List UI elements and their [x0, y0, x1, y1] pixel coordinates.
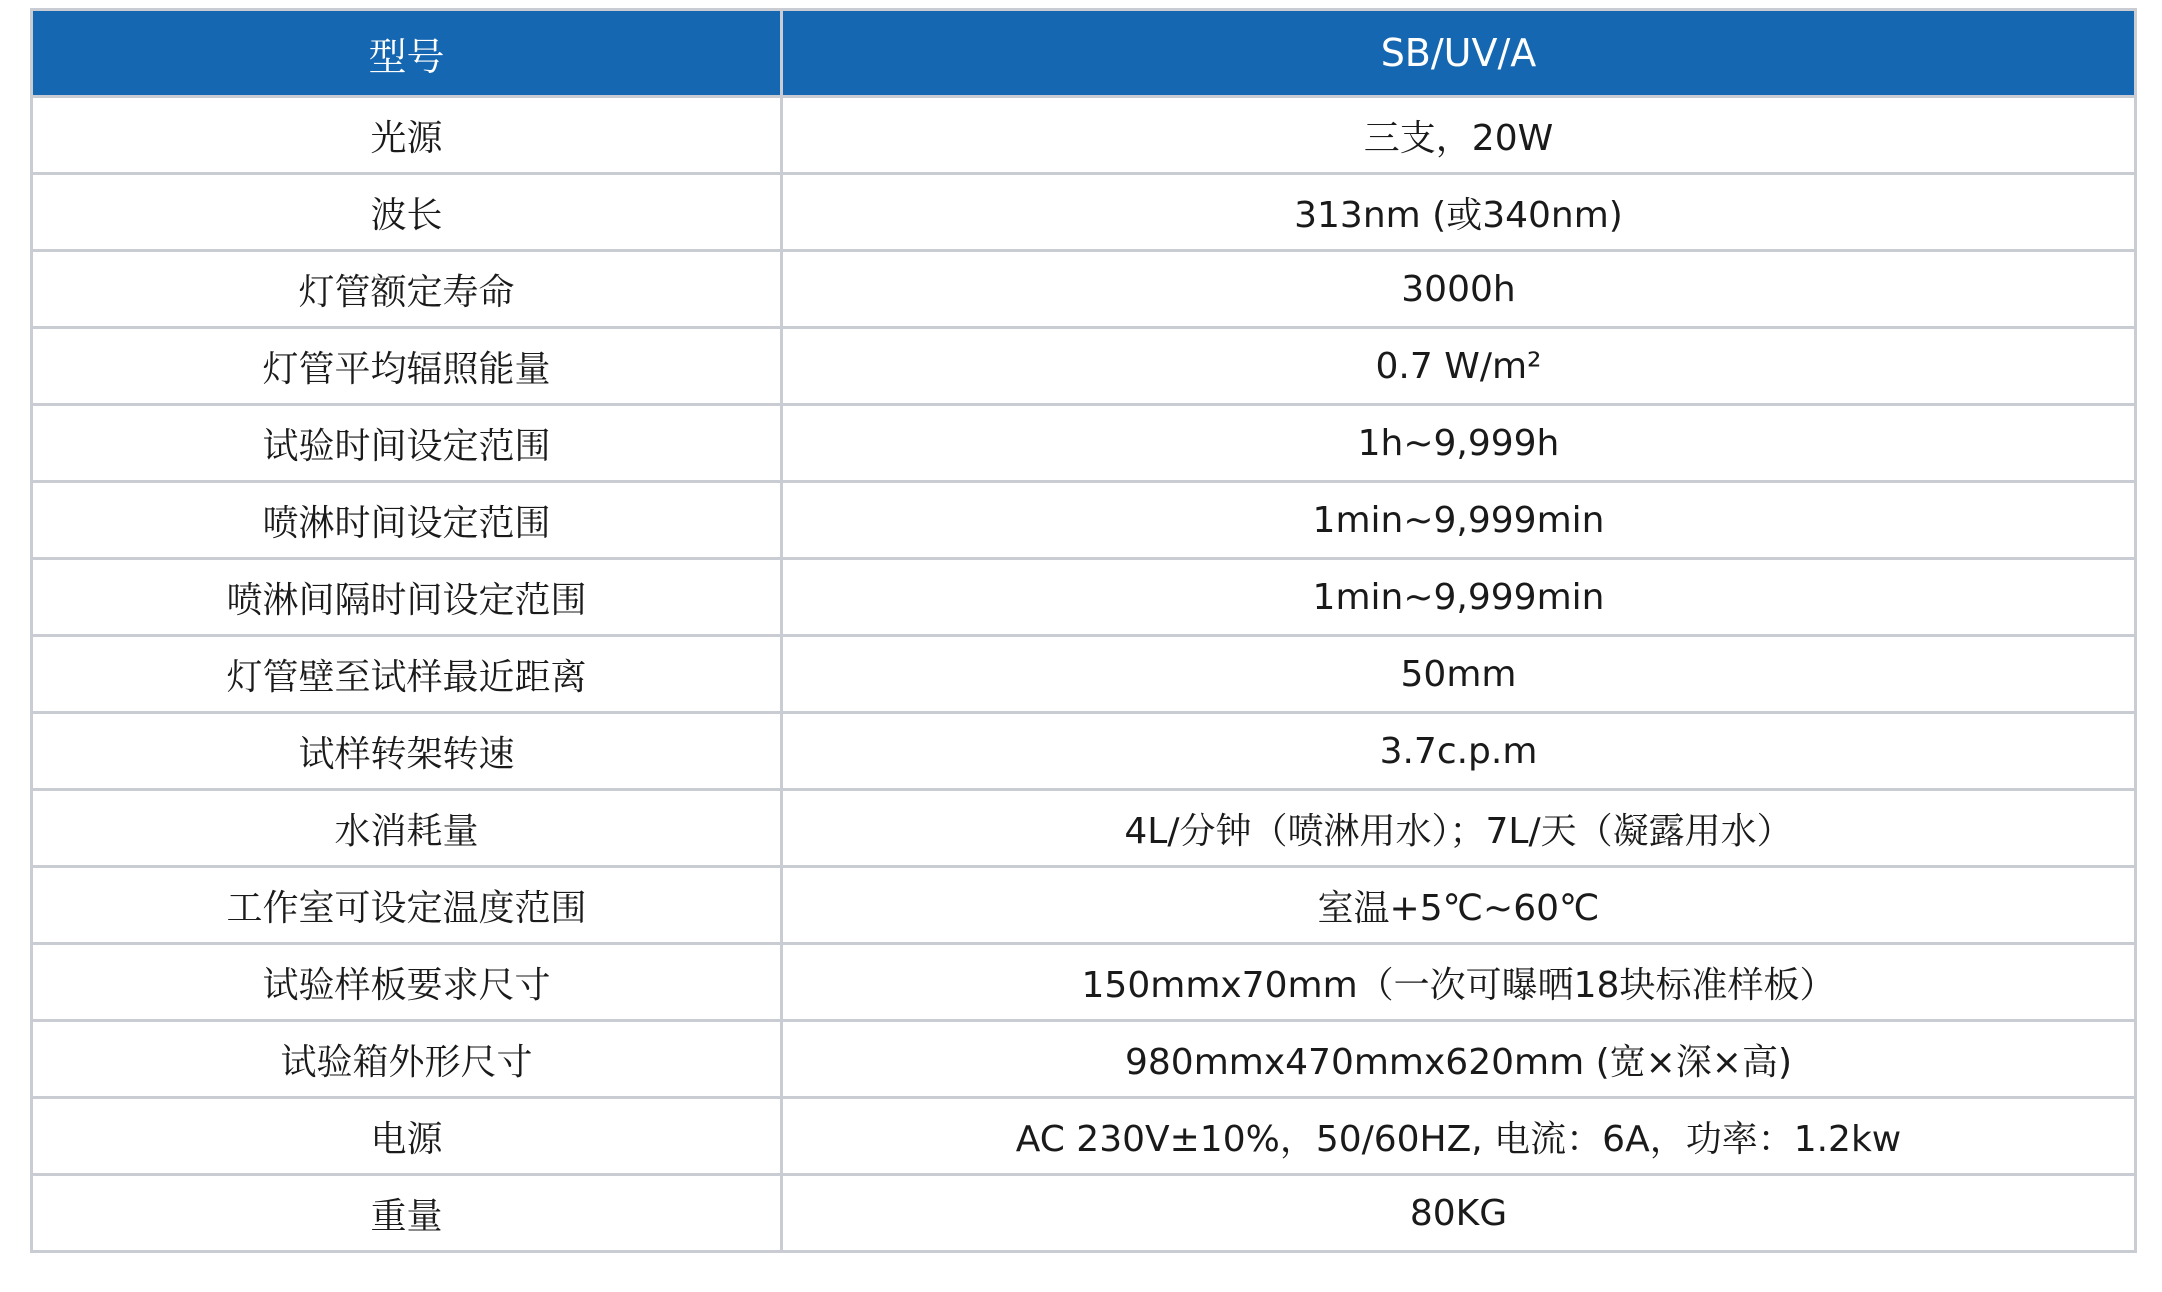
- row-label: 光源: [32, 97, 782, 174]
- row-value: AC 230V±10%，50/60HZ, 电流：6A，功率：1.2kw: [782, 1098, 2136, 1175]
- table-row: [32, 713, 2136, 790]
- row-value: 1h~9,999h: [782, 405, 2136, 482]
- row-value: 1min~9,999min: [782, 482, 2136, 559]
- table-row: [32, 867, 2136, 944]
- row-label: 试样转架转速: [32, 713, 782, 790]
- table-row: [32, 328, 2136, 405]
- row-label: 喷淋时间设定范围: [32, 482, 782, 559]
- row-label: 灯管壁至试样最近距离: [32, 636, 782, 713]
- table-row: [32, 559, 2136, 636]
- table-row: [32, 482, 2136, 559]
- row-value: 313nm (或340nm): [782, 174, 2136, 251]
- row-label: 喷淋间隔时间设定范围: [32, 559, 782, 636]
- row-value: 室温+5℃~60℃: [782, 867, 2136, 944]
- spec-table: [30, 8, 2137, 1253]
- table-row: [32, 405, 2136, 482]
- row-value: 0.7 W/m²: [782, 328, 2136, 405]
- row-label: 试验时间设定范围: [32, 405, 782, 482]
- row-label: 水消耗量: [32, 790, 782, 867]
- table-row: [32, 790, 2136, 867]
- row-label: 重量: [32, 1175, 782, 1252]
- row-value: 50mm: [782, 636, 2136, 713]
- table-row: [32, 1021, 2136, 1098]
- row-label: 试验样板要求尺寸: [32, 944, 782, 1021]
- row-value: 三支，20W: [782, 97, 2136, 174]
- row-value: 150mmx70mm（一次可曝晒18块标准样板）: [782, 944, 2136, 1021]
- table-row: [32, 1098, 2136, 1175]
- table-row: [32, 251, 2136, 328]
- row-value: 4L/分钟（喷淋用水）；7L/天（凝露用水）: [782, 790, 2136, 867]
- row-value: 3.7c.p.m: [782, 713, 2136, 790]
- row-value: 1min~9,999min: [782, 559, 2136, 636]
- row-label: 工作室可设定温度范围: [32, 867, 782, 944]
- table-row: [32, 174, 2136, 251]
- table-row: [32, 636, 2136, 713]
- row-label: 电源: [32, 1098, 782, 1175]
- row-value: 80KG: [782, 1175, 2136, 1252]
- table-row: [32, 97, 2136, 174]
- row-value: 3000h: [782, 251, 2136, 328]
- row-label: 试验箱外形尺寸: [32, 1021, 782, 1098]
- row-label: 灯管额定寿命: [32, 251, 782, 328]
- row-value: 980mmx470mmx620mm (宽×深×高): [782, 1021, 2136, 1098]
- table-row: [32, 944, 2136, 1021]
- table-row: [32, 1175, 2136, 1252]
- header-label-cell: 型号: [32, 10, 782, 97]
- table-header-row: [32, 10, 2136, 97]
- row-label: 波长: [32, 174, 782, 251]
- row-label: 灯管平均辐照能量: [32, 328, 782, 405]
- header-value-cell: SB/UV/A: [782, 10, 2136, 97]
